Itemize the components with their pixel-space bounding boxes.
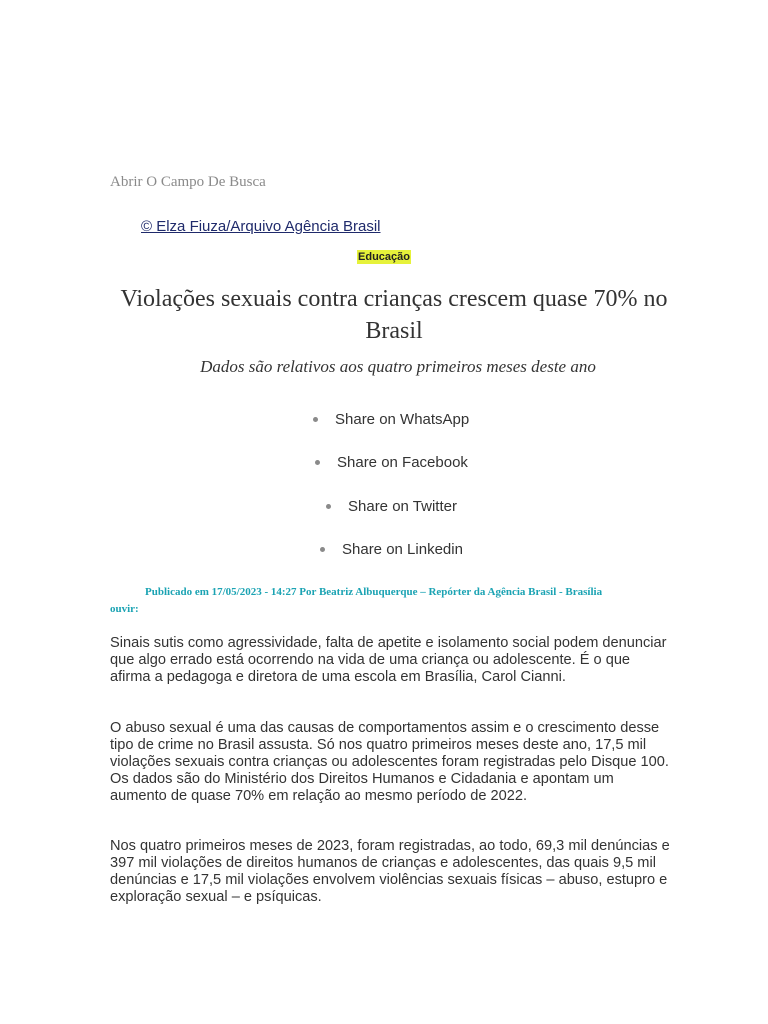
article-paragraph-2: O abuso sexual é uma das causas de comportamentos assim e o crescimento desse tipo de crime no Brasil assusta. Só nos quatro primeiros meses deste ano, 17,5 mil violações sexuais contra crianças ou adolescentes foram registradas pelo Disque 100. Os dados são do Ministério dos Direitos Humanos e Cidadania e apontam um aumento de quase 70% em relação ao mesmo período de 2022.	[110, 720, 669, 804]
share-facebook-item[interactable]	[315, 454, 468, 471]
share-whatsapp-item[interactable]	[313, 411, 469, 428]
share-twitter-item[interactable]	[326, 498, 457, 515]
bullet-icon	[313, 417, 318, 422]
bullet-icon	[326, 504, 331, 509]
category-tag-container	[0, 247, 768, 265]
article-paragraph-3: Nos quatro primeiros meses de 2023, foram registradas, ao todo, 69,3 mil denúncias e 397 mil violações de direitos humanos de crianças e adolescentes, das quais 9,5 mil denúncias e 17,5 mil violações envolvem violências sexuais físicas – abuso, estupro e exploração sexual – e psíquicas.	[110, 838, 670, 905]
article-subtitle: Dados são relativos aos quatro primeiros meses deste ano	[200, 357, 596, 376]
open-search-link[interactable]: Abrir O Campo De Busca	[110, 174, 266, 190]
share-facebook-label[interactable]: Share on Facebook	[337, 454, 468, 471]
bullet-icon	[320, 547, 325, 552]
share-linkedin-item[interactable]	[320, 541, 463, 558]
bullet-icon	[315, 460, 320, 465]
publication-info: Publicado em 17/05/2023 - 14:27 Por Beatriz Albuquerque – Repórter da Agência Brasil - Brasília	[145, 586, 603, 598]
photo-credit-link[interactable]: © Elza Fiuza/Arquivo Agência Brasil	[141, 218, 381, 235]
listen-link[interactable]: ouvir:	[110, 603, 139, 615]
share-whatsapp-label[interactable]: Share on WhatsApp	[335, 411, 470, 428]
share-twitter-label[interactable]: Share on Twitter	[348, 498, 457, 515]
article-headline: Violações sexuais contra crianças crescem quase 70% no Brasil	[120, 286, 668, 344]
share-linkedin-label[interactable]: Share on Linkedin	[342, 541, 463, 558]
category-tag[interactable]: Educação	[358, 251, 410, 263]
article-byline	[110, 584, 670, 618]
article-paragraph-1: Sinais sutis como agressividade, falta de apetite e isolamento social podem denunciar que algo errado está ocorrendo na vida de uma criança ou adolescente. É o que afirma a pedagoga e diretora de uma escola em Brasília, Carol Cianni.	[110, 635, 667, 685]
